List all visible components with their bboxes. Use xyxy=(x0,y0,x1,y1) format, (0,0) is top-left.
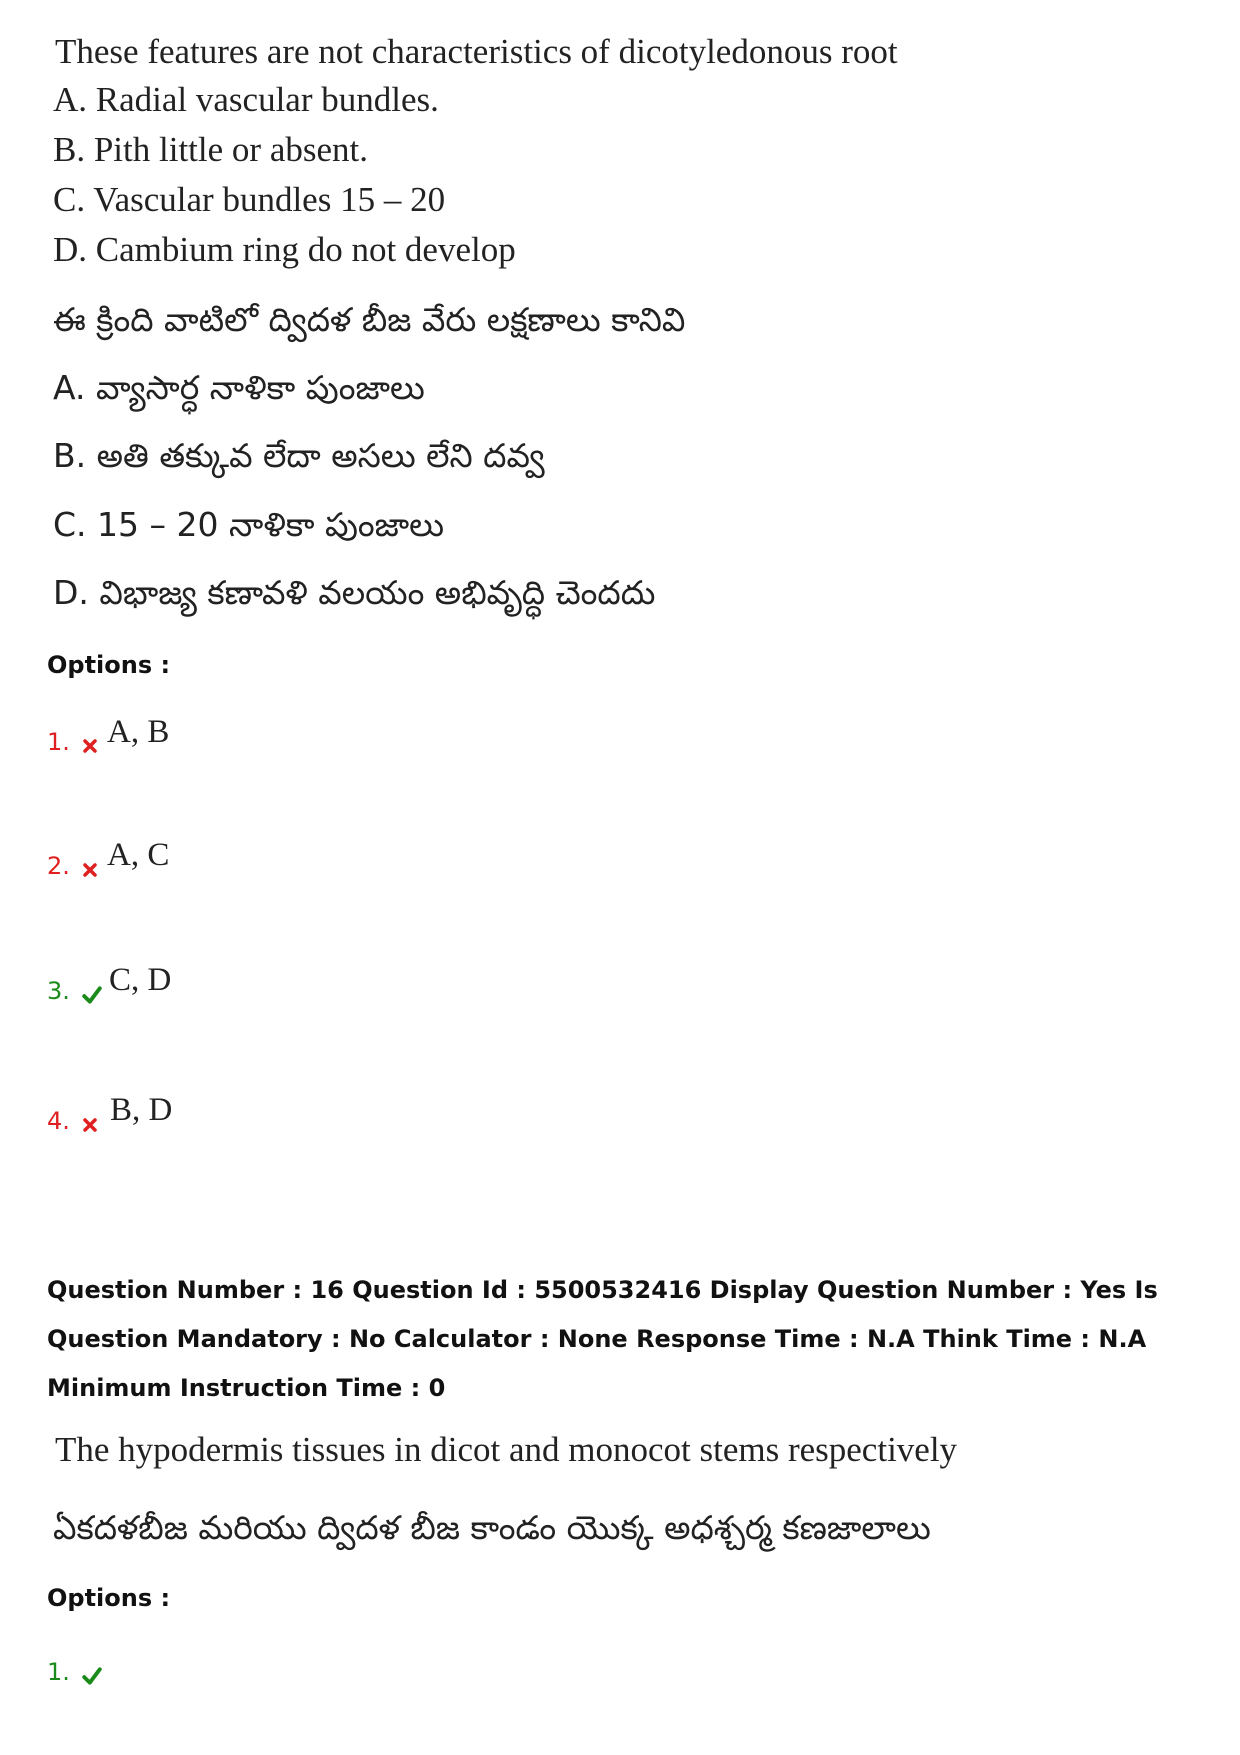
option-number: 2. xyxy=(47,852,70,880)
option-4[interactable] xyxy=(47,1107,99,1135)
options-label-16: Options : xyxy=(47,1584,171,1612)
statement-c-te: C. 15 – 20 నాళికా పుంజాలు xyxy=(53,505,444,544)
statement-d-te: D. విభాజ్య కణావళి వలయం అభివృద్ధి చెందదు xyxy=(53,573,656,612)
cross-icon xyxy=(81,861,99,879)
question-text-en: These features are not characteristics of dicotyledonous root xyxy=(55,32,898,71)
option-2-text: A, C xyxy=(107,837,170,873)
checkmark-icon xyxy=(81,1666,103,1686)
option-number: 3. xyxy=(47,977,70,1005)
option-number: 4. xyxy=(47,1107,70,1135)
question-meta: Question Number : 16 Question Id : 5500532416 Display Question Number : Yes Is Question Mandatory : No Calculator : None Response Time : N.A Think Time : N.A Minimum Instruction Time : 0 xyxy=(47,1276,1158,1402)
statement-a-en: A. Radial vascular bundles. xyxy=(53,80,439,119)
option-number: 1. xyxy=(47,1658,70,1686)
option-3-text: C, D xyxy=(109,962,172,998)
option-number: 1. xyxy=(47,728,70,756)
option-1-q16[interactable] xyxy=(47,1658,103,1686)
statement-a-te: A. వ్యాసార్ధ నాళికా పుంజాలు xyxy=(53,368,425,407)
question-16-text-te: ఏకదళబీజ మరియు ద్విదళ బీజ కాండం యొక్క అధశ్చర్మ కణజాలాలు xyxy=(53,1508,931,1547)
cross-icon xyxy=(81,1116,99,1134)
question-text-te: ఈ క్రింది వాటిలో ద్విదళ బీజ వేరు లక్షణాలు కానివి xyxy=(53,300,686,339)
options-label: Options : xyxy=(47,651,171,679)
option-1[interactable] xyxy=(47,728,99,756)
option-1-text: A, B xyxy=(107,714,170,750)
option-3[interactable] xyxy=(47,977,103,1005)
cross-icon xyxy=(81,737,99,755)
option-4-text: B, D xyxy=(110,1092,173,1128)
statement-b-te: B. అతి తక్కువ లేదా అసలు లేని దవ్వ xyxy=(53,436,545,475)
statement-d-en: D. Cambium ring do not develop xyxy=(53,230,516,269)
checkmark-icon xyxy=(81,985,103,1005)
statement-c-en: C. Vascular bundles 15 – 20 xyxy=(53,180,446,219)
option-2[interactable] xyxy=(47,852,99,880)
question-16-text-en: The hypodermis tissues in dicot and monocot stems respectively xyxy=(55,1430,958,1469)
statement-b-en: B. Pith little or absent. xyxy=(53,130,368,169)
